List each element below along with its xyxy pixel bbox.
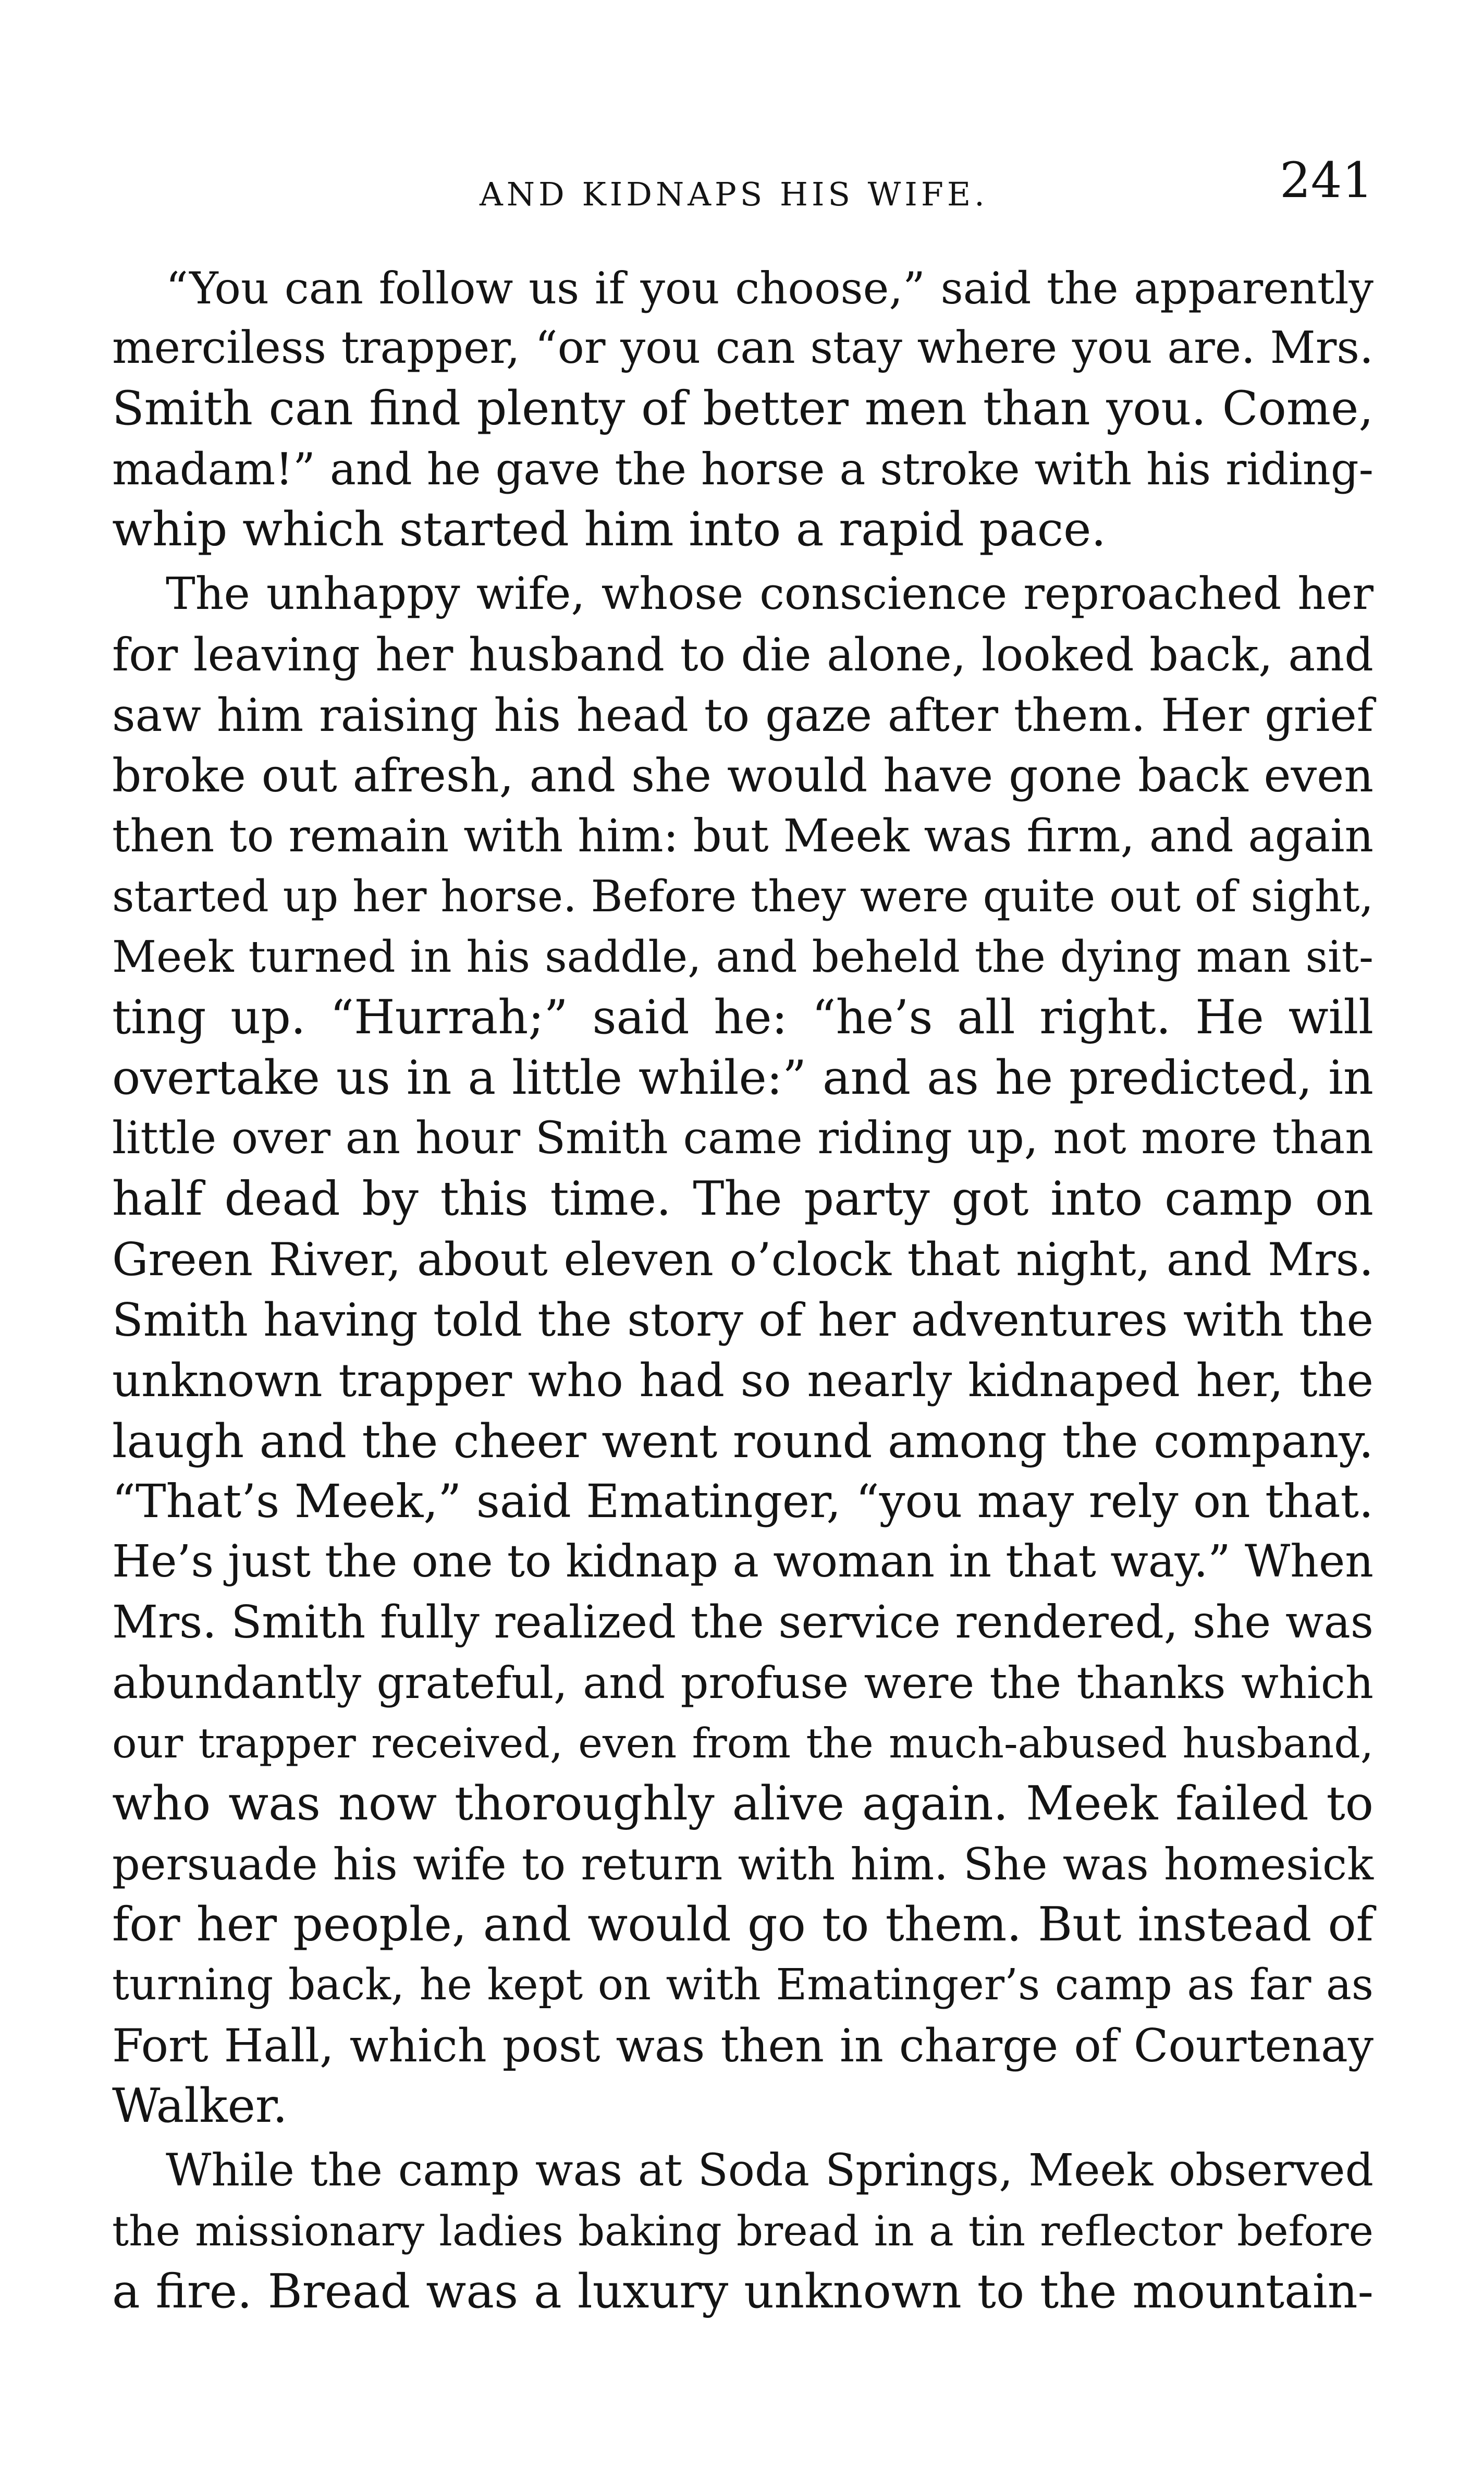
text-line: He’s just the one to kidnap a woman in that way.” When — [112, 1536, 1373, 1587]
text-line: started up her horse. Before they were quite out of sight, — [112, 871, 1373, 922]
text-line: overtake us in a little while:” and as he predicted, in — [112, 1050, 1373, 1105]
text-line: “You can follow us if you choose,” said the apparently — [166, 263, 1373, 314]
text-line: “That’s Meek,” said Ematinger, “you may rely on that. — [112, 1474, 1373, 1528]
text-line: persuade his wife to return with him. She was homesick — [112, 1839, 1373, 1890]
text-line: Smith having told the story of her adventures with the — [112, 1293, 1373, 1347]
text-line: Fort Hall, which post was then in charge of Courtenay — [112, 2019, 1373, 2072]
page-number: 241 — [1280, 152, 1373, 209]
text-line: a fire. Bread was a luxury unknown to the mountain- — [112, 2264, 1373, 2319]
text-line: Mrs. Smith fully realized the service rendered, she was — [112, 1596, 1373, 1648]
text-line: for leaving her husband to die alone, looked back, and — [112, 628, 1373, 681]
text-line: for her people, and would go to them. But instead of — [112, 1897, 1373, 1952]
text-line: merciless trapper, “or you can stay where you are. Mrs. — [112, 322, 1373, 374]
text-line: half dead by this time. The party got into camp on — [112, 1171, 1373, 1226]
text-line: Smith can find plenty of better men than you. Come, — [112, 381, 1373, 436]
text-line: turning back, he kept on with Ematinger’s camp as far as — [112, 1960, 1373, 2010]
running-title: AND KIDNAPS HIS WIFE. — [480, 175, 988, 213]
text-line: Walker. — [112, 2079, 288, 2133]
text-line: madam!” and he gave the horse a stroke with his riding- — [112, 444, 1373, 495]
text-line: While the camp was at Soda Springs, Meek observed — [166, 2145, 1373, 2196]
text-line: then to remain with him: but Meek was firm, and again — [112, 810, 1373, 862]
text-line: Meek turned in his saddle, and beheld the dying man sit- — [112, 932, 1373, 982]
text-line: who was now thoroughly alive again. Meek failed to — [112, 1776, 1373, 1831]
text-line: saw him raising his head to gaze after them. Her grief — [112, 689, 1373, 742]
text-line: The unhappy wife, whose conscience reproached her — [166, 568, 1373, 620]
text-line: abundantly grateful, and profuse were the thanks which — [112, 1657, 1373, 1708]
text-line: whip which started him into a rapid pace. — [112, 502, 1106, 557]
text-line: our trapper received, even from the much-abused husband, — [112, 1719, 1373, 1767]
text-line: broke out afresh, and she would have gone back even — [112, 749, 1373, 802]
text-line: laugh and the cheer went round among the company. — [112, 1414, 1373, 1468]
text-line: ting up. “Hurrah;” said he: “he’s all right. He will — [112, 990, 1373, 1045]
text-line: unknown trapper who had so nearly kidnaped her, the — [112, 1354, 1373, 1407]
text-line: Green River, about eleven o’clock that night, and Mrs. — [112, 1233, 1373, 1286]
text-line: little over an hour Smith came riding up, not more than — [112, 1113, 1373, 1164]
text-line: the missionary ladies baking bread in a tin reflector before — [112, 2207, 1373, 2255]
